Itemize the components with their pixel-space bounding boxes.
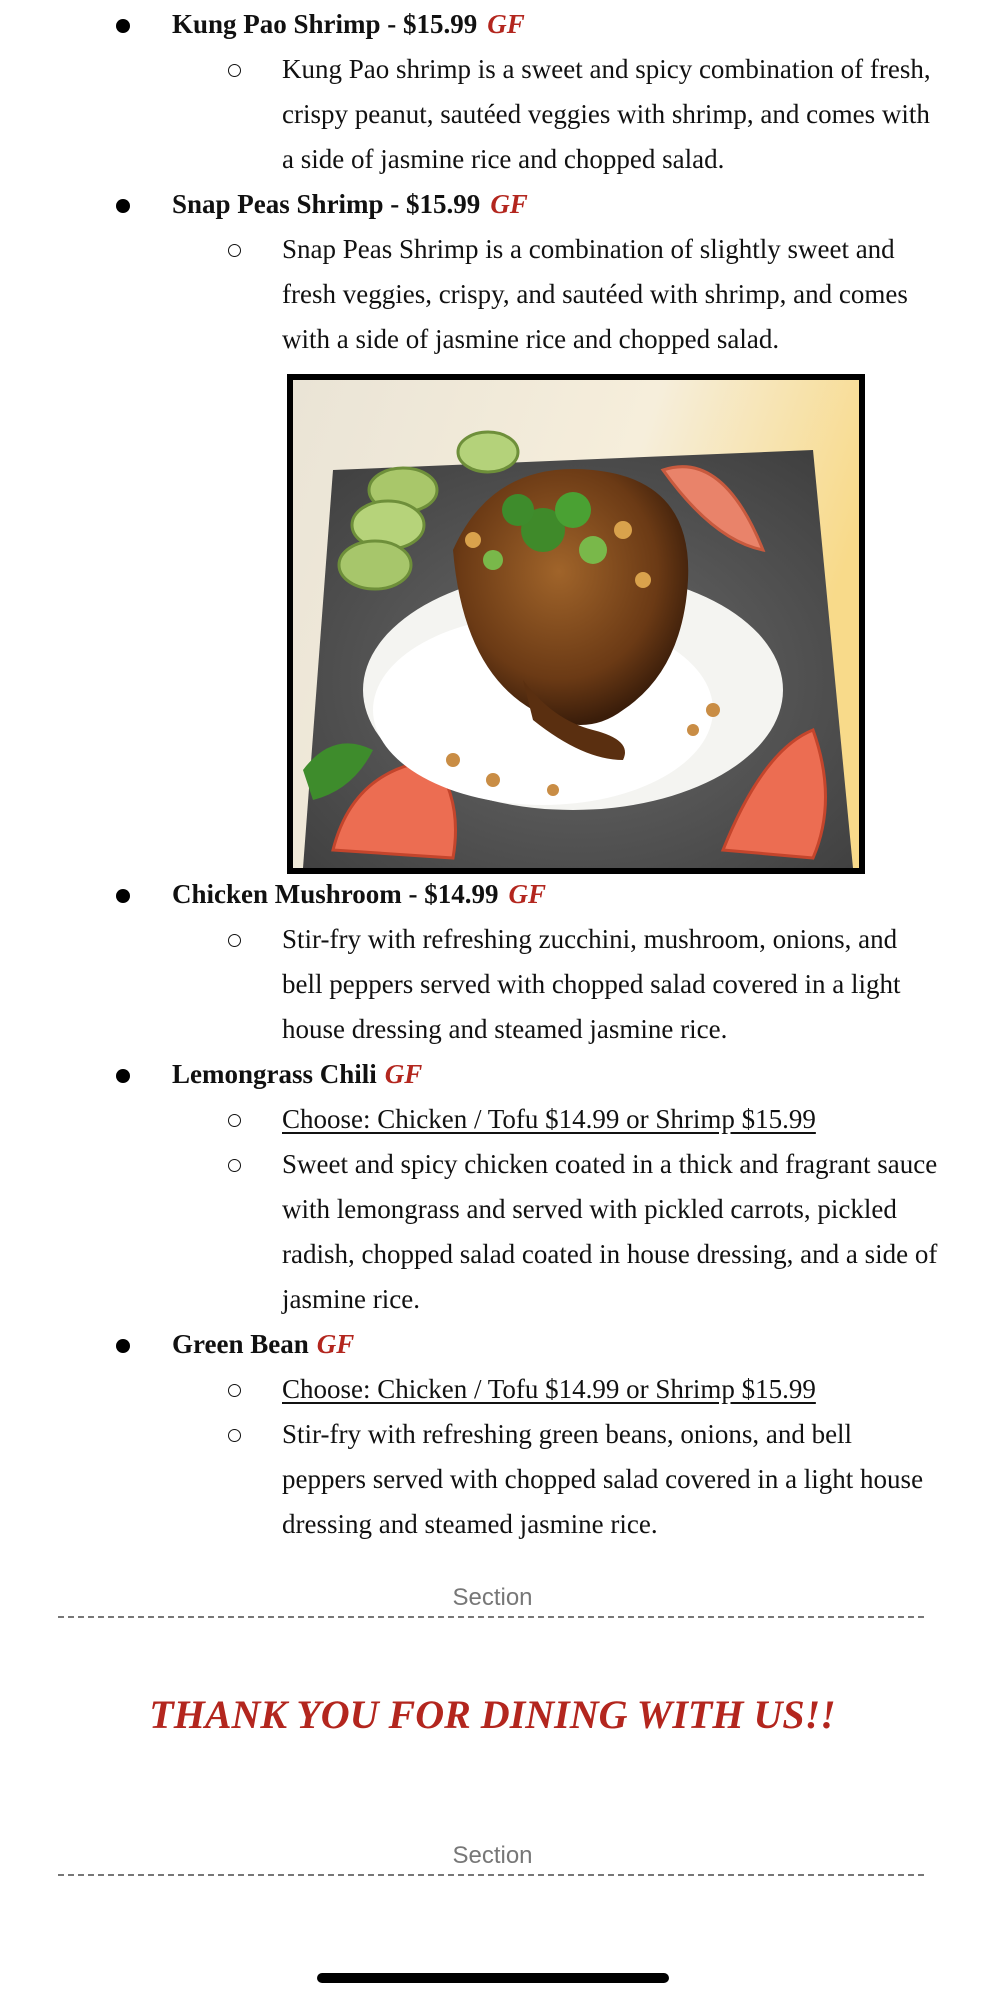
- menu-item-title: [172, 1052, 422, 1097]
- section-divider: [58, 1616, 924, 1618]
- dish-photo: [287, 374, 865, 874]
- gluten-free-badge: GF: [490, 189, 528, 219]
- hollow-bullet-icon: [228, 64, 241, 77]
- description-text: Kung Pao shrimp is a sweet and spicy combination of fresh, crispy peanut, sautéed veggies with shrimp, and comes with a side of jasmine rice and chopped salad.: [282, 54, 931, 174]
- hollow-bullet-icon: [228, 934, 241, 947]
- thank-you-message: THANK YOU FOR DINING WITH US!!: [149, 1692, 836, 1737]
- description-text: Stir-fry with refreshing zucchini, mushroom, onions, and bell peppers served with chopped salad covered in a light house dressing and steamed jasmine rice.: [282, 924, 901, 1044]
- item-name: Green Bean: [172, 1329, 309, 1359]
- price-options-text: Choose: Chicken / Tofu $14.99 or Shrimp $15.99: [282, 1374, 816, 1404]
- section-divider: [58, 1874, 924, 1876]
- home-indicator[interactable]: [317, 1973, 669, 1983]
- hollow-bullet-icon: [228, 1429, 241, 1442]
- hollow-bullet-icon: [228, 1159, 241, 1172]
- section-break-label: Section: [452, 1842, 533, 1869]
- bullet-icon: [116, 1069, 130, 1083]
- gluten-free-badge: GF: [508, 879, 547, 909]
- gluten-free-badge: GF: [384, 1059, 423, 1089]
- gluten-free-badge: GF: [316, 1329, 355, 1359]
- item-name-price: Kung Pao Shrimp - $15.99: [172, 9, 478, 39]
- item-name-price: Chicken Mushroom - $14.99: [172, 879, 499, 909]
- bullet-icon: [116, 889, 130, 903]
- menu-item-title: [172, 872, 546, 917]
- item-name: Lemongrass Chili: [172, 1059, 377, 1089]
- menu-item-title: [172, 182, 528, 227]
- bullet-icon: [116, 19, 130, 33]
- hollow-bullet-icon: [228, 244, 241, 257]
- price-options-text: Choose: Chicken / Tofu $14.99 or Shrimp $15.99: [282, 1104, 816, 1134]
- menu-item-title: [172, 2, 525, 47]
- bullet-icon: [116, 199, 130, 213]
- section-break-label: Section: [452, 1584, 533, 1611]
- gluten-free-badge: GF: [487, 9, 525, 39]
- description-text: Stir-fry with refreshing green beans, onions, and bell peppers served with chopped salad covered in a light house dressing and steamed jasmine rice.: [282, 1419, 924, 1539]
- grilled-chicken-rice-image: [293, 380, 859, 868]
- hollow-bullet-icon: [228, 1114, 241, 1127]
- bullet-icon: [116, 1339, 130, 1353]
- description-text: Snap Peas Shrimp is a combination of slightly sweet and fresh veggies, crispy, and sautéed with shrimp, and comes with a side of jasmine rice and chopped salad.: [282, 234, 908, 354]
- description-text: Sweet and spicy chicken coated in a thick and fragrant sauce with lemongrass and served with pickled carrots, pickled radish, chopped salad coated in house dressing, and a side of jasmine rice.: [282, 1149, 938, 1314]
- menu-item-title: [172, 1322, 354, 1367]
- hollow-bullet-icon: [228, 1384, 241, 1397]
- item-name-price: Snap Peas Shrimp - $15.99: [172, 189, 481, 219]
